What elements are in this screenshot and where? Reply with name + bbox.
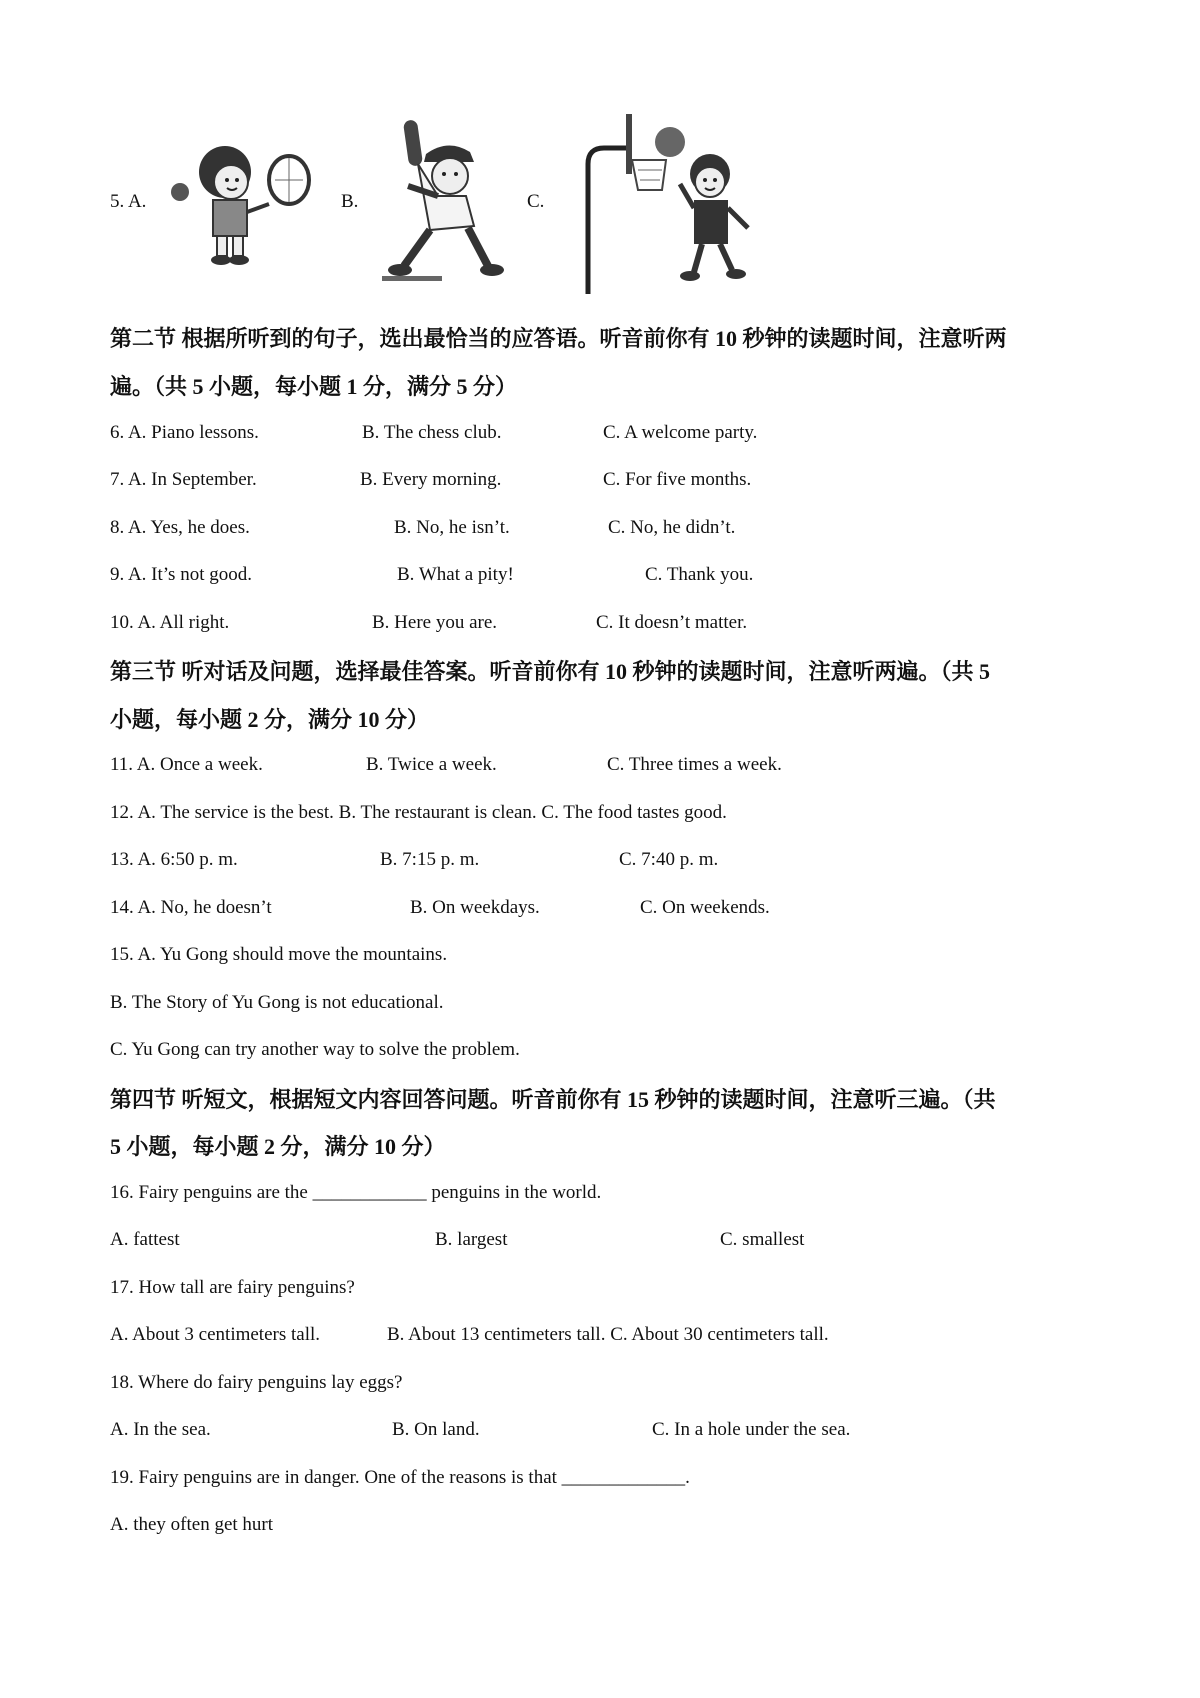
basketball-player-icon	[582, 104, 792, 294]
q7-option-c: C. For five months.	[603, 469, 752, 490]
q9-option-a: 9. A. It’s not good.	[110, 564, 252, 585]
q7-option-b: B. Every morning.	[360, 469, 502, 490]
section3-heading-line2: 小题，每小题 2 分，满分 10 分）	[110, 707, 430, 732]
q8-option-a: 8. A. Yes, he does.	[110, 517, 250, 538]
q11-option-a: 11. A. Once a week.	[110, 754, 263, 775]
q6-option-c: C. A welcome party.	[603, 422, 758, 443]
q5-label-b: B.	[341, 191, 359, 212]
q10-option-a: 10. A. All right.	[110, 612, 230, 633]
q11-option-b: B. Twice a week.	[366, 754, 497, 775]
baseball-batter-icon	[378, 116, 518, 286]
q6-option-b: B. The chess club.	[362, 422, 502, 443]
q7-option-a: 7. A. In September.	[110, 469, 257, 490]
q16-option-a: A. fattest	[110, 1229, 180, 1250]
q14-option-c: C. On weekends.	[640, 897, 770, 918]
q10-option-b: B. Here you are.	[372, 612, 498, 633]
q16-option-b: B. largest	[435, 1229, 508, 1250]
q5-number: 5. A.	[110, 191, 147, 212]
q15-option-c: C. Yu Gong can try another way to solve the problem.	[110, 1039, 520, 1060]
q19-option-a: A. they often get hurt	[110, 1514, 274, 1535]
section4-heading-line2: 5 小题，每小题 2 分，满分 10 分）	[110, 1134, 446, 1159]
q18-option-c: C. In a hole under the sea.	[652, 1419, 851, 1440]
q14-option-a: 14. A. No, he doesn’t	[110, 897, 272, 918]
q16-stem: 16. Fairy penguins are the ____________ penguins in the world.	[110, 1182, 602, 1203]
q6-option-a: 6. A. Piano lessons.	[110, 422, 259, 443]
section2-heading-line2: 遍。（共 5 小题，每小题 1 分，满分 5 分）	[110, 374, 518, 399]
q9-option-c: C. Thank you.	[645, 564, 754, 585]
q13-option-c: C. 7:40 p. m.	[619, 849, 719, 870]
q10-option-c: C. It doesn’t matter.	[596, 612, 748, 633]
section2-heading-line1: 第二节 根据所听到的句子，选出最恰当的应答语。听音前你有 10 秒钟的读题时间，注意听两	[110, 326, 1007, 351]
section4-heading-line1: 第四节 听短文，根据短文内容回答问题。听音前你有 15 秒钟的读题时间，注意听三遍。（共	[110, 1087, 996, 1112]
q17-stem: 17. How tall are fairy penguins?	[110, 1277, 355, 1298]
q19-stem: 19. Fairy penguins are in danger. One of the reasons is that _____________.	[110, 1467, 690, 1488]
q18-stem: 18. Where do fairy penguins lay eggs?	[110, 1372, 403, 1393]
q18-option-b: B. On land.	[392, 1419, 480, 1440]
tennis-player-icon	[165, 132, 325, 272]
q15-option-b: B. The Story of Yu Gong is not educational.	[110, 992, 444, 1013]
q16-option-c: C. smallest	[720, 1229, 805, 1250]
q17-option-a: A. About 3 centimeters tall.	[110, 1324, 321, 1345]
q18-option-a: A. In the sea.	[110, 1419, 211, 1440]
q13-option-a: 13. A. 6:50 p. m.	[110, 849, 238, 870]
section3-heading-line1: 第三节 听对话及问题，选择最佳答案。听音前你有 10 秒钟的读题时间，注意听两遍。（共 5	[110, 659, 991, 684]
q13-option-b: B. 7:15 p. m.	[380, 849, 480, 870]
q17-option-bc: B. About 13 centimeters tall. C. About 30 centimeters tall.	[387, 1324, 829, 1345]
q11-option-c: C. Three times a week.	[607, 754, 782, 775]
question-12: 12. A. The service is the best. B. The restaurant is clean. C. The food tastes good.	[110, 802, 727, 823]
q5-label-c: C.	[527, 191, 545, 212]
q15-option-a: 15. A. Yu Gong should move the mountains.	[110, 944, 448, 965]
q8-option-c: C. No, he didn’t.	[608, 517, 736, 538]
q9-option-b: B. What a pity!	[397, 564, 514, 585]
q8-option-b: B. No, he isn’t.	[394, 517, 510, 538]
q14-option-b: B. On weekdays.	[410, 897, 540, 918]
